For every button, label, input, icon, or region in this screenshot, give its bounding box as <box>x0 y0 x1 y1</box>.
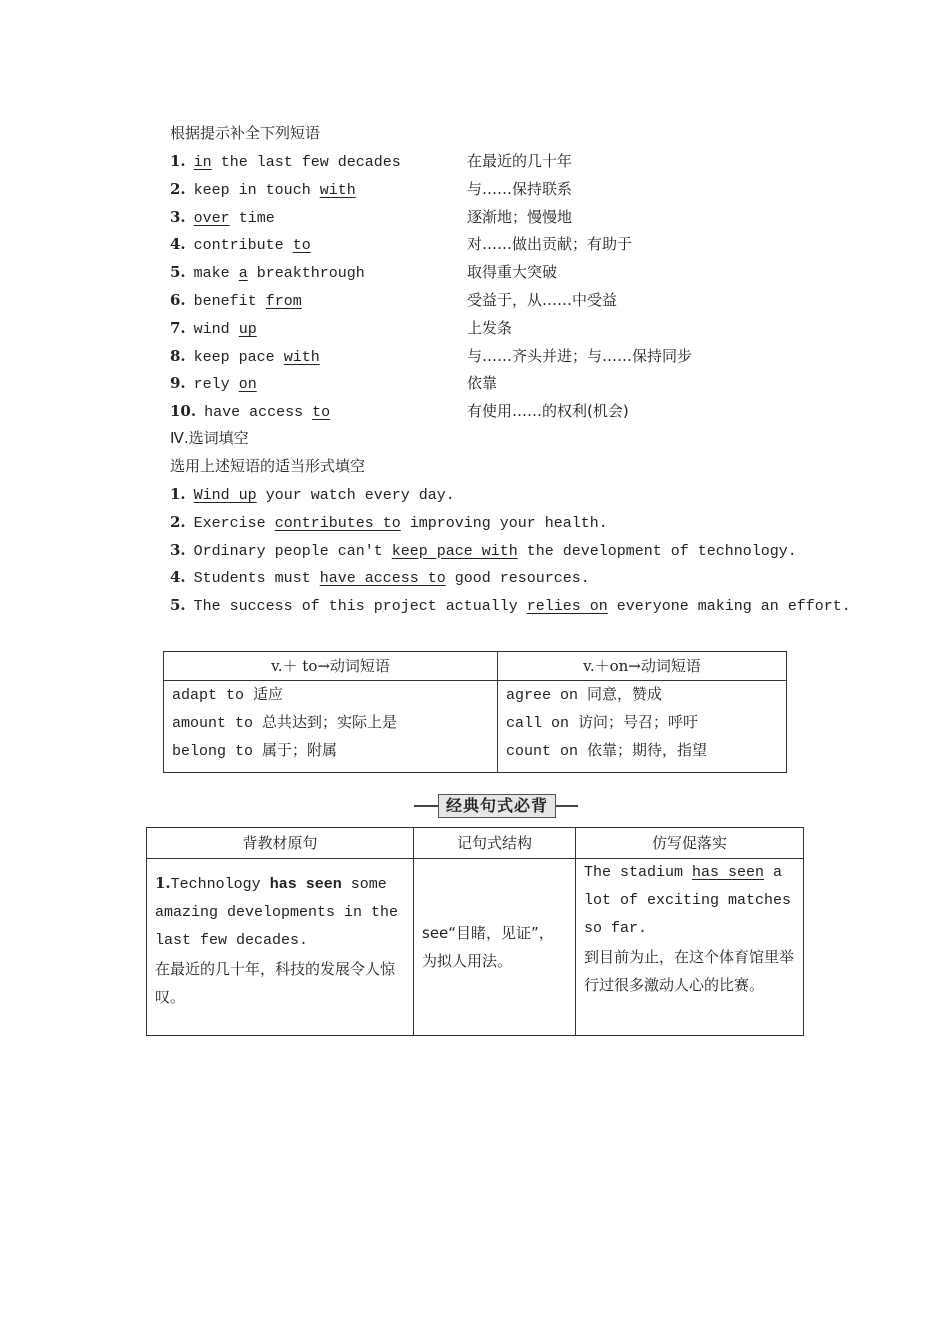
phrase-text <box>194 321 257 338</box>
phrase-number: 8. <box>170 346 186 365</box>
original-sentence-keyword: has seen <box>269 876 342 893</box>
phrase-item <box>170 262 365 284</box>
imitation-sentence-cn: 到目前为止，在这个体育馆里举行过很多激动人心的比赛。 <box>584 948 795 994</box>
verb-table-left-cell <box>164 681 498 773</box>
section4-title: Ⅳ.选词填空 <box>170 429 249 447</box>
phrase-number: 9. <box>170 374 186 393</box>
sentence-pre: Exercise <box>193 514 275 532</box>
fill-sentence <box>170 595 851 617</box>
phrase-meaning: 与……齐头并进；与……保持同步 <box>467 346 693 365</box>
sentence-pre: Students must <box>193 570 320 588</box>
banner-label: 经典句式必背 <box>438 794 556 818</box>
verb-item: call on 访问；号召；呼吁 <box>506 715 699 732</box>
imitation-cell <box>576 859 804 1036</box>
sentence-pre: Ordinary people can't <box>193 542 392 560</box>
phrase-blank: to <box>312 404 331 422</box>
phrase-number: 6. <box>170 291 186 309</box>
phrase-item <box>170 401 330 423</box>
sentence-number: 2. <box>170 512 186 531</box>
verb-item: amount to 总共达到；实际上是 <box>172 715 398 732</box>
phrase-item <box>170 151 401 173</box>
phrase-blank: over <box>193 209 230 227</box>
phrase-text <box>204 404 330 421</box>
imitation-sentence-post: a lot of exciting matches so far. <box>584 864 792 937</box>
sentence-post: everyone making an effort. <box>607 598 851 616</box>
phrase-meaning: 逐渐地；慢慢地 <box>467 207 573 226</box>
phrase-number: 2. <box>170 179 186 198</box>
phrase-blank: with <box>319 181 356 199</box>
phrase-item <box>170 234 311 256</box>
verb-item: belong to 属于；附属 <box>172 743 338 760</box>
sentence-post: good resources. <box>445 570 590 588</box>
phrase-meaning: 上发条 <box>467 318 513 337</box>
phrase-meaning: 取得重大突破 <box>467 263 558 282</box>
verb-item: agree on 同意，赞成 <box>506 687 663 704</box>
structure-cell <box>414 859 576 1036</box>
sentence-text <box>194 515 608 532</box>
verb-table-header-to: v.＋ to→动词短语 <box>164 652 498 681</box>
verb-phrase-table <box>163 651 787 773</box>
phrase-pre: have access <box>204 404 313 422</box>
phrase-post: time <box>229 209 275 227</box>
sentence-pre: The success of this project actually <box>193 598 527 616</box>
phrase-meaning: 对……做出贡献；有助于 <box>467 235 633 254</box>
fill-sentence <box>170 540 797 562</box>
sentence-blank: contributes to <box>274 514 401 532</box>
original-sentence-post: some amazing developments in the last few decades. <box>155 876 399 949</box>
original-sentence-cn: 在最近的几十年，科技的发展令人惊叹。 <box>155 960 396 1006</box>
sentence-table-header-imitation: 仿写促落实 <box>576 828 804 859</box>
phrase-meaning: 在最近的几十年 <box>467 152 573 170</box>
phrase-item <box>170 318 257 340</box>
sentence-post: your watch every day. <box>256 487 455 504</box>
phrase-item <box>170 373 257 395</box>
phrase-meaning: 受益于，从……中受益 <box>467 291 618 309</box>
sentence-number: 1. <box>170 485 186 503</box>
phrase-pre: wind <box>193 320 239 338</box>
phrase-number: 10. <box>170 402 197 421</box>
original-sentence-en <box>155 869 405 955</box>
phrase-blank: to <box>292 237 311 255</box>
phrase-post: the last few decades <box>211 154 401 171</box>
phrase-blank: up <box>238 320 257 338</box>
phrase-text <box>194 293 302 310</box>
phrase-item <box>170 290 302 312</box>
phrase-blank: from <box>265 293 302 310</box>
phrase-pre: contribute <box>193 237 293 255</box>
phrase-meaning: 依靠 <box>467 374 498 393</box>
sentence-number: 3. <box>170 540 186 559</box>
sentence-blank: keep pace with <box>391 542 518 560</box>
sentence-pattern-table <box>146 827 804 1036</box>
original-sentence-num: 1. <box>155 874 171 892</box>
sentence-text <box>194 598 851 615</box>
imitation-sentence-en <box>584 859 795 943</box>
sentence-post: the development of technology. <box>517 542 797 560</box>
phrase-pre: benefit <box>193 293 266 310</box>
original-sentence-pre: Technology <box>170 876 270 893</box>
sentence-blank: have access to <box>319 570 446 588</box>
section4-instruction: 选用上述短语的适当形式填空 <box>170 457 366 475</box>
phrase-blank: with <box>283 348 320 366</box>
phrase-pre: rely <box>193 376 239 394</box>
verb-item: count on 依靠；期待，指望 <box>506 743 708 760</box>
phrase-post: breakthrough <box>247 265 365 283</box>
phrase-text <box>194 210 275 227</box>
phrase-pre: keep pace <box>193 348 284 366</box>
phrase-text <box>194 182 356 199</box>
verb-table-right-cell <box>498 681 787 773</box>
fill-sentence <box>170 512 608 534</box>
imitation-sentence-blank: has seen <box>692 864 765 881</box>
section3-instruction: 根据提示补全下列短语 <box>170 124 321 142</box>
phrase-number: 7. <box>170 318 186 337</box>
imitation-sentence-pre: The stadium <box>584 864 693 881</box>
phrase-blank: on <box>238 376 257 394</box>
phrase-blank: in <box>193 154 212 171</box>
phrase-text <box>194 237 311 254</box>
verb-table-header-on: v.＋on→动词短语 <box>498 652 787 681</box>
fill-sentence <box>170 484 455 506</box>
original-sentence-cell <box>147 859 414 1036</box>
sentence-table-header-original: 背教材原句 <box>147 828 414 859</box>
phrase-item <box>170 207 275 229</box>
phrase-item <box>170 179 356 201</box>
phrase-text <box>194 349 320 366</box>
phrase-text <box>194 265 365 282</box>
phrase-text <box>194 376 257 393</box>
phrase-pre: keep in touch <box>193 181 320 199</box>
phrase-meaning: 有使用……的权利(机会) <box>467 402 629 421</box>
phrase-number: 3. <box>170 207 186 226</box>
sentence-text <box>194 487 455 504</box>
sentence-table-header-structure: 记句式结构 <box>414 828 576 859</box>
sentence-text <box>194 543 797 560</box>
sentence-post: improving your health. <box>400 514 608 532</box>
fill-sentence <box>170 567 590 589</box>
phrase-blank: a <box>238 265 248 283</box>
phrase-number: 5. <box>170 263 186 282</box>
phrase-number: 4. <box>170 235 186 254</box>
sentence-text <box>194 570 590 587</box>
phrase-text <box>194 154 401 171</box>
sentence-number: 5. <box>170 596 186 615</box>
structure-note: see“目睹，见证”，为拟人用法。 <box>422 924 554 970</box>
sentence-number: 4. <box>170 568 186 587</box>
sentence-blank: relies on <box>526 598 608 616</box>
phrase-meaning: 与……保持联系 <box>467 179 573 198</box>
phrase-item <box>170 346 320 368</box>
phrase-pre: make <box>193 265 239 283</box>
sentence-blank: Wind up <box>193 487 257 504</box>
phrase-number: 1. <box>170 152 186 170</box>
verb-item: adapt to 适应 <box>172 687 284 704</box>
section-banner <box>414 794 578 818</box>
